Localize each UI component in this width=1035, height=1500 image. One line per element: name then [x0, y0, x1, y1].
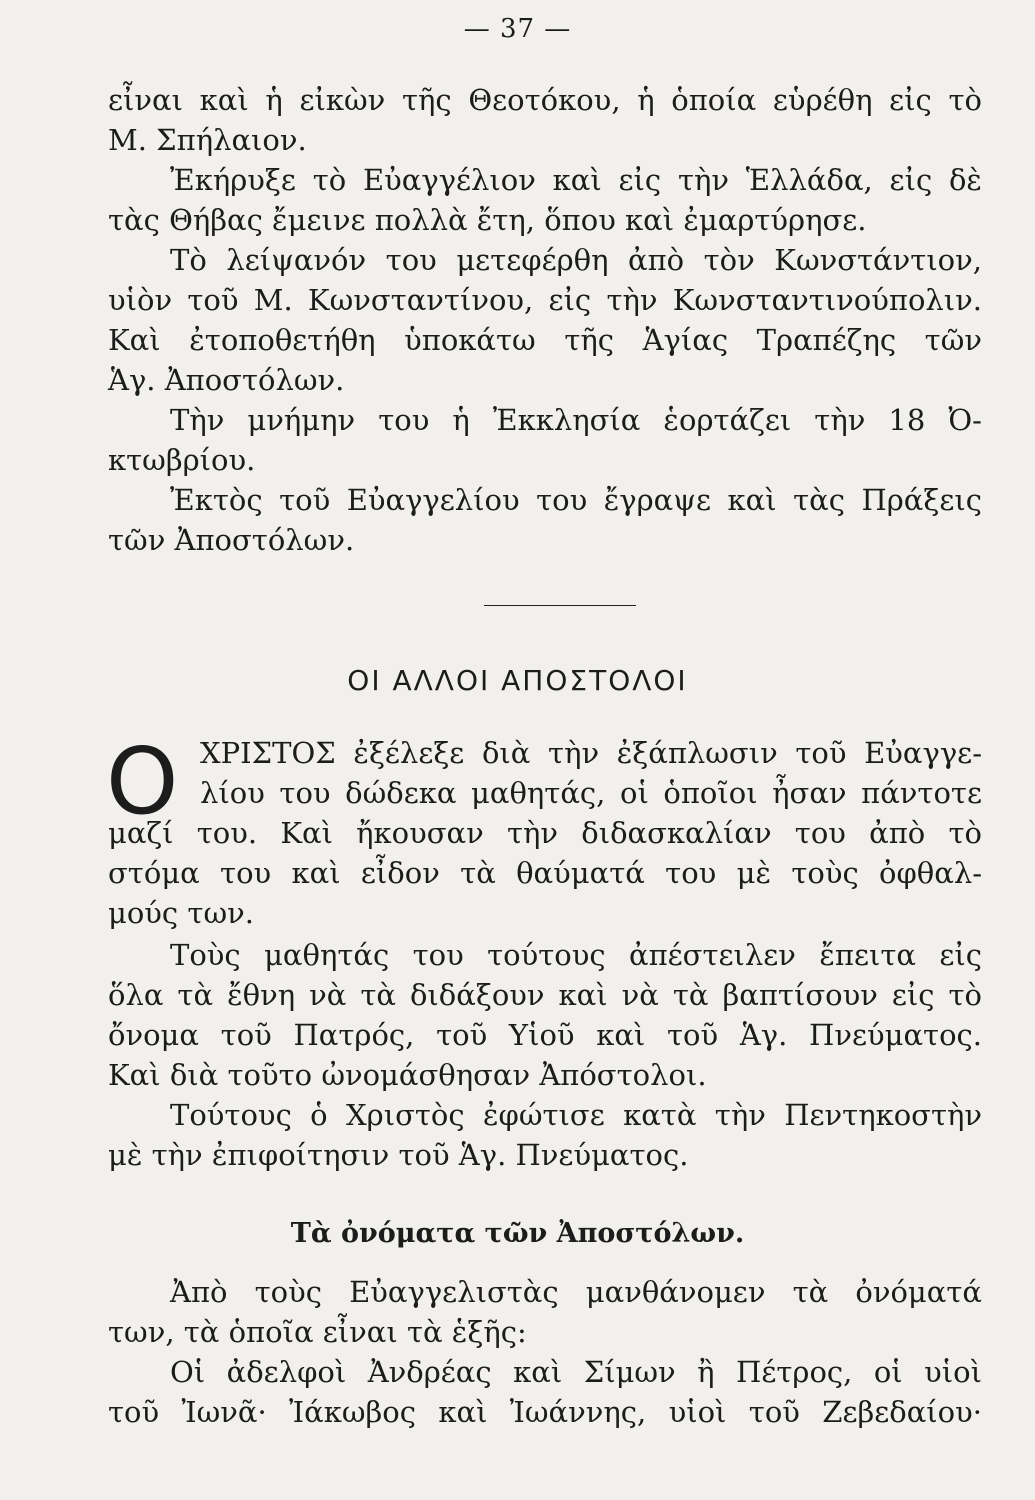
text-line: στόμα του καὶ εἶδον τὰ θαύματά του μὲ τοὺς ὀφθαλ-	[108, 856, 982, 890]
paragraph	[108, 935, 982, 1095]
paragraph	[108, 400, 982, 480]
text-line: μαζί του. Καὶ ἤκουσαν τὴν διδασκαλίαν του ἀπὸ τὸ	[108, 816, 982, 850]
text-line: Τὴν μνήμην του ἡ Ἐκκλησία ἑορτάζει τὴν 18 Ὀ-	[170, 403, 982, 437]
text-line: ὄνομα τοῦ Πατρός, τοῦ Υἱοῦ καὶ τοῦ Ἁγ. Πνεύματος.	[108, 1018, 982, 1052]
text-line: Ἁγ. Ἀποστόλων.	[108, 363, 345, 397]
paragraph	[108, 480, 982, 560]
drop-cap-lines	[200, 733, 982, 813]
text-line: Τὸ λείψανόν του μετεφέρθη ἀπὸ τὸν Κωνστάντιον,	[170, 243, 982, 277]
paragraph	[200, 733, 982, 813]
paragraph	[108, 160, 982, 240]
text-line: τοῦ Ἰωνᾶ· Ἰάκωβος καὶ Ἰωάννης, υἱοὶ τοῦ Ζεβεδαίου·	[108, 1395, 982, 1429]
section-divider	[484, 605, 636, 606]
text-line: μὲ τὴν ἐπιφοίτησιν τοῦ Ἁγ. Πνεύματος.	[108, 1138, 689, 1172]
paragraph	[108, 1095, 982, 1175]
text-line: Καὶ διὰ τοῦτο ὠνομάσθησαν Ἀπόστολοι.	[108, 1058, 707, 1092]
text-line: Οἱ ἀδελφοὶ Ἀνδρέας καὶ Σίμων ἢ Πέτρος, οἱ υἱοὶ	[170, 1355, 982, 1389]
text-line: Μ. Σπήλαιον.	[108, 123, 307, 157]
bottom-text-block	[108, 1272, 982, 1432]
text-line: Ἀπὸ τοὺς Εὐαγγελιστὰς μανθάνομεν τὰ ὀνόματά	[170, 1275, 982, 1309]
paragraph	[108, 1352, 982, 1432]
text-line: κτωβρίου.	[108, 443, 256, 477]
text-line: ΧΡΙΣΤΟΣ ἐξέλεξε διὰ τὴν ἐξάπλωσιν τοῦ Εὐαγγε-	[200, 736, 982, 770]
text-line: Τούτους ὁ Χριστὸς ἐφώτισε κατὰ τὴν Πεντηκοστὴν	[170, 1098, 982, 1132]
subsection-title: Τὰ ὀνόματα τῶν Ἀποστόλων.	[290, 1218, 745, 1249]
text-line: ὅλα τὰ ἔθνη νὰ τὰ διδάξουν καὶ νὰ τὰ βαπτίσουν εἰς τὸ	[108, 978, 982, 1012]
text-line: Ἐκήρυξε τὸ Εὐαγγέλιον καὶ εἰς τὴν Ἑλλάδα, εἰς δὲ	[170, 163, 982, 197]
drop-cap: Ο	[106, 728, 179, 835]
text-line: Καὶ ἐτοποθετήθη ὑποκάτω τῆς Ἁγίας Τραπέζης τῶν	[108, 323, 982, 357]
paragraph	[108, 240, 982, 400]
text-line: εἶναι καὶ ἡ εἰκὼν τῆς Θεοτόκου, ἡ ὁποία εὑρέθη εἰς τὸ	[108, 83, 982, 117]
page-number: — 37 —	[463, 14, 572, 44]
top-text-block	[108, 80, 982, 560]
paragraph	[108, 80, 982, 160]
section-title: ΟΙ ΑΛΛΟΙ ΑΠΟΣΤΟΛΟΙ	[347, 664, 688, 697]
paragraph	[108, 813, 982, 933]
text-line: τὰς Θήβας ἔμεινε πολλὰ ἔτη, ὅπου καὶ ἐμαρτύρησε.	[108, 203, 867, 237]
text-line: τῶν Ἀποστόλων.	[108, 523, 355, 557]
paragraph	[108, 1272, 982, 1352]
text-line: Ἐκτὸς τοῦ Εὐαγγελίου του ἔγραψε καὶ τὰς Πράξεις	[170, 483, 982, 517]
text-line: λίου του δώδεκα μαθητάς, οἱ ὁποῖοι ἦσαν πάντοτε	[200, 776, 982, 810]
text-line: των, τὰ ὁποῖα εἶναι τὰ ἑξῆς:	[108, 1315, 527, 1349]
text-line: μούς των.	[108, 896, 254, 930]
text-line: Τοὺς μαθητάς του τούτους ἀπέστειλεν ἔπειτα εἰς	[170, 938, 982, 972]
main-text-block	[108, 813, 982, 1175]
text-line: υἱὸν τοῦ Μ. Κωνσταντίνου, εἰς τὴν Κωνσταντινούπολιν.	[108, 283, 982, 317]
